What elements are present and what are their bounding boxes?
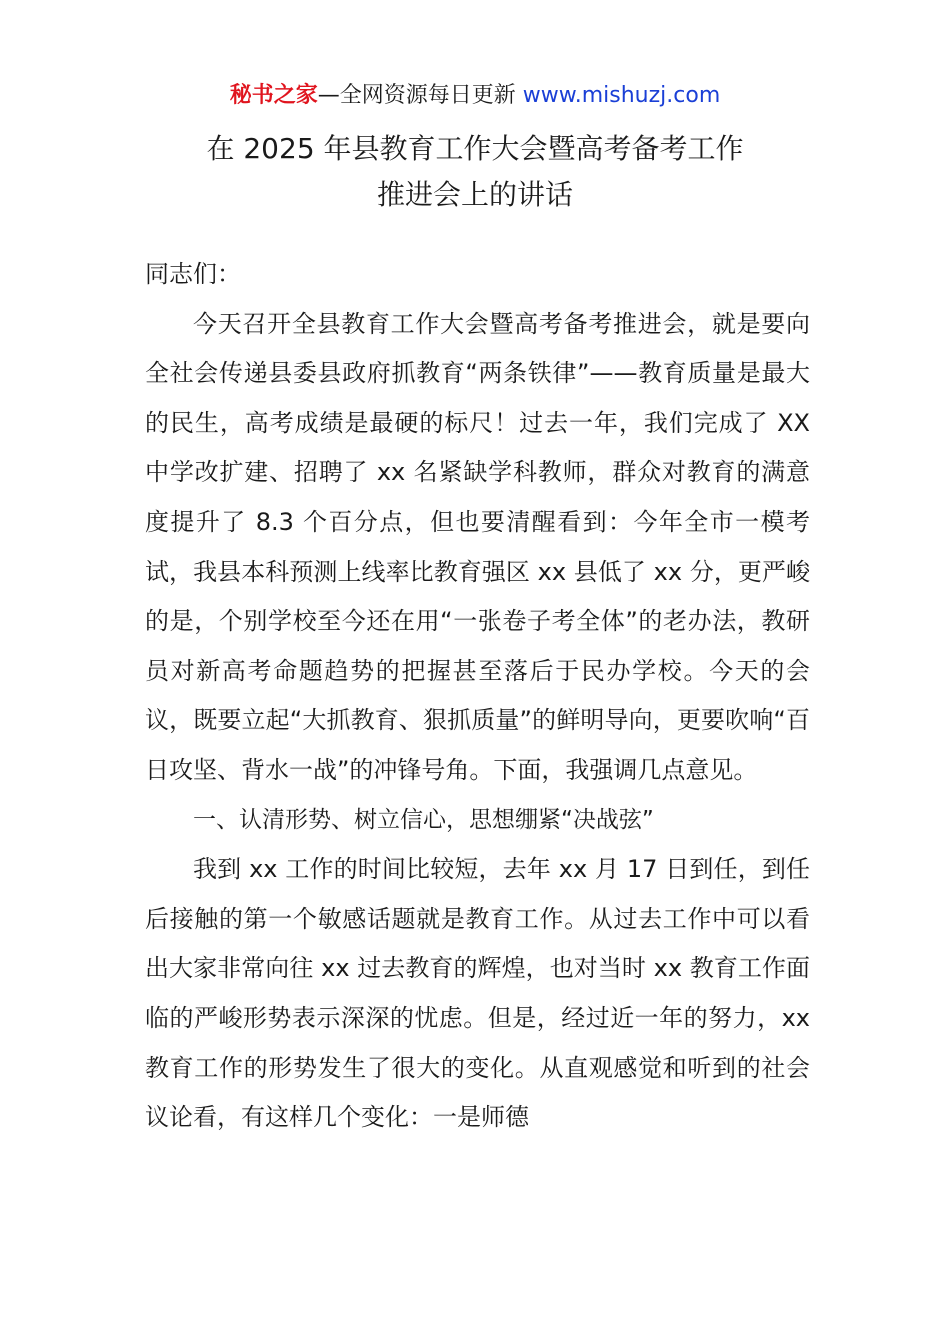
site-header bbox=[0, 80, 950, 112]
section-heading-1: 一、认清形势、树立信心，思想绷紧“决战弦” bbox=[193, 806, 654, 833]
title-line-1: 在 2025 年县教育工作大会暨高考备考工作 bbox=[206, 132, 744, 165]
document-title bbox=[0, 126, 950, 218]
site-brand: 秘书之家 bbox=[229, 83, 318, 108]
document-body bbox=[145, 250, 810, 1143]
title-line-2: 推进会上的讲话 bbox=[376, 178, 573, 211]
site-url-link[interactable]: www.mishuzj.com bbox=[522, 83, 721, 108]
site-tagline: —全网资源每日更新 bbox=[317, 83, 516, 108]
paragraph-opening: 今天召开全县教育工作大会暨高考备考推进会，就是要向全社会传递县委县政府抓教育“两条铁律”——教育质量是最大的民生，高考成绩是最硬的标尺！过去一年，我们完成了 XX 中学改扩建、招聘了 xx 名紧缺学科教师，群众对教育的满意度提升了 8.3 个百分点，但也要清醒看到：今年全市一模考试，我县本科预测上线率比教育强区 xx 县低了 xx 分，更严峻的是，个别学校至今还在用“一张卷子考全体”的老办法，教研员对新高考命题趋势的把握甚至落后于民办学校。今天的会议，既要立起“大抓教育、狠抓质量”的鲜明导向，更要吹响“百日攻坚、背水一战”的冲锋号角。下面，我强调几点意见。 bbox=[145, 309, 810, 784]
salutation: 同志们： bbox=[145, 260, 241, 288]
paragraph-section-1: 我到 xx 工作的时间比较短，去年 xx 月 17 日到任，到任后接触的第一个敏感话题就是教育工作。从过去工作中可以看出大家非常向往 xx 过去教育的辉煌，也对当时 xx 教育工作面临的严峻形势表示深深的忧虑。但是，经过近一年的努力，xx 教育工作的形势发生了很大的变化。从直观感觉和听到的社会议论看，有这样几个变化：一是师德 bbox=[145, 855, 810, 1132]
